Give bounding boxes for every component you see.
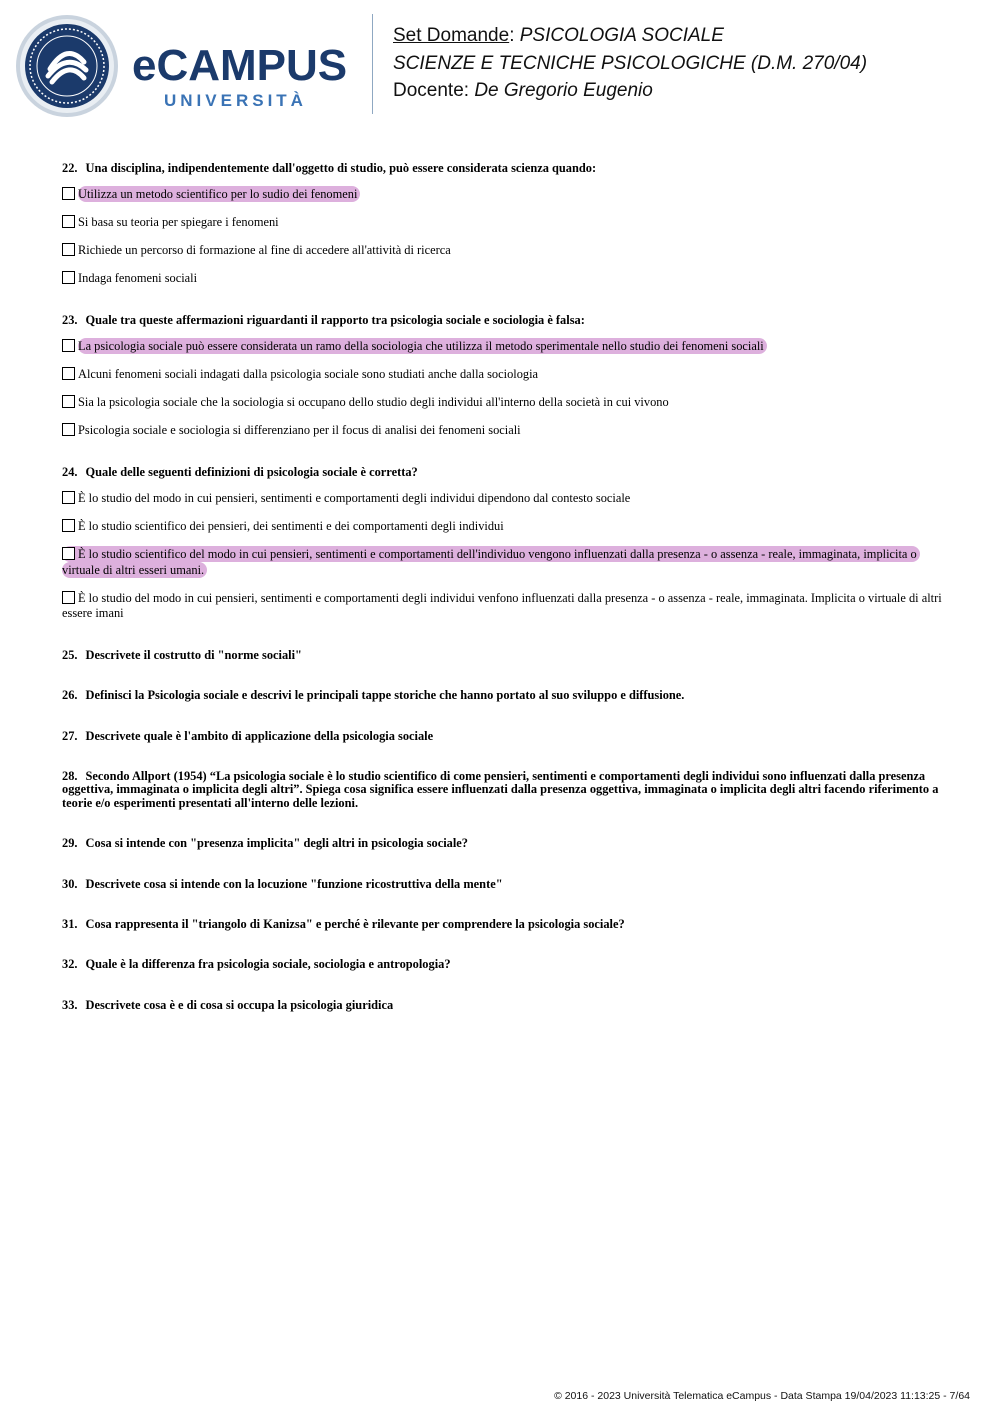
page-footer: © 2016 - 2023 Università Telematica eCampus - Data Stampa 19/04/2023 11:13:25 - 7/64 [554,1390,970,1402]
option-item [62,271,942,287]
checkbox[interactable] [62,187,75,200]
checkbox[interactable] [62,395,75,408]
question-26: 26. Definisci la Psicologia sociale e descrivi le principali tappe storiche che hanno portato al suo sviluppo e diffusione. [62,688,685,703]
highlighted-answer: È lo studio scientifico del modo in cui pensieri, sentimenti e comportamenti dell'individuo vengono influenzati dalla presenza - o assenza - reale, immaginata, implicita o virtuale di altri esseri umani. [62,546,920,578]
logo-brand-text: eCAMPUS [132,41,348,90]
question-list [62,162,942,1039]
option-text: È lo studio scientifico dei pensieri, dei sentimenti e dei comportamenti degli individui [78,519,504,534]
option-item [62,339,942,355]
option-item [62,187,942,203]
logo-sub-text: UNIVERSITÀ [164,91,307,110]
option-text: Richiede un percorso di formazione al fine di accedere all'attività di ricerca [78,243,451,258]
docente-value: De Gregorio Eugenio [474,80,653,101]
checkbox[interactable] [62,519,75,532]
question-32: 32. Quale è la differenza fra psicologia sociale, sociologia e antropologia? [62,957,451,972]
set-line [393,22,867,50]
question-text: 24. Quale delle seguenti definizioni di psicologia sociale è corretta? [62,464,418,479]
option-item [62,243,942,259]
checkbox[interactable] [62,215,75,228]
question-24 [62,466,942,622]
option-item [62,367,942,383]
options [62,339,942,439]
option-text: È lo studio del modo in cui pensieri, sentimenti e comportamenti degli individui dipendono dal contesto sociale [78,491,631,506]
question-text: 23. Quale tra queste affermazioni riguardanti il rapporto tra psicologia sociale e sociologia è falsa: [62,312,585,327]
option-text: Alcuni fenomeni sociali indagati dalla psicologia sociale sono studiati anche dalla sociologia [78,367,539,382]
page-header [0,0,1000,130]
option-item [62,395,942,411]
option-text: È lo studio del modo in cui pensieri, sentimenti e comportamenti degli individui venfono influenzati dalla presenza - o assenza - reale, immaginata. Implicita o virtuale di altri essere imani [62,590,942,621]
option-item [62,547,942,578]
question-31: 31. Cosa rappresenta il "triangolo di Kanizsa" e perché è rilevante per comprendere la psicologia sociale? [62,916,625,931]
question-33: 33. Descrivete cosa è e di cosa si occupa la psicologia giuridica [62,997,394,1012]
question-text: 22. Una disciplina, indipendentemente dall'oggetto di studio, può essere considerata scienza quando: [62,161,597,175]
question-28: 28. Secondo Allport (1954) “La psicologia sociale è lo studio scientifico di come pensieri, sentimenti e comportamenti degli individui sono influenzati dalla presenza oggettiva, immaginata o implicita degli altri”. Spiega cosa significa essere influenzati dalla presenza oggettiva, immaginata o implicita degli altri facendo riferimento a teorie e/o esperimenti presentati all'interno delle lezioni. [62,768,939,810]
option-text: Indaga fenomeni sociali [78,271,198,286]
checkbox[interactable] [62,339,75,352]
university-seal-icon [16,15,118,117]
question-30: 30. Descrivete cosa si intende con la locuzione "funzione ricostruttiva della mente" [62,876,503,891]
checkbox[interactable] [62,491,75,504]
question-29: 29. Cosa si intende con "presenza implicita" degli altri in psicologia sociale? [62,836,468,851]
question-25: 25. Descrivete il costrutto di "norme sociali" [62,647,302,662]
option-item [62,423,942,439]
header-divider [372,14,373,114]
question-27: 27. Descrivete quale è l'ambito di applicazione della psicologia sociale [62,728,434,743]
question-22 [62,162,942,287]
checkbox[interactable] [62,591,75,604]
checkbox[interactable] [62,547,75,560]
option-item [62,215,942,231]
checkbox[interactable] [62,271,75,284]
checkbox[interactable] [62,423,75,436]
option-text: Psicologia sociale e sociologia si differenziano per il focus di analisi dei fenomeni sociali [78,423,521,438]
set-sep: : [509,25,520,46]
docente-line [393,77,867,105]
docente-label: Docente: [393,80,475,101]
highlighted-answer: Utilizza un metodo scientifico per lo sudio dei fenomeni [78,186,360,202]
option-item [62,491,942,507]
set-label: Set Domande [393,25,510,46]
options [62,491,942,622]
options [62,187,942,287]
set-value: PSICOLOGIA SOCIALE [519,25,724,46]
option-text: Sia la psicologia sociale che la sociologia si occupano dello studio degli individui all'interno della società in cui vivono [78,395,669,410]
ecampus-logo [14,14,374,118]
checkbox[interactable] [62,243,75,256]
question-23 [62,314,942,439]
header-info [393,22,867,105]
checkbox[interactable] [62,367,75,380]
course-line: SCIENZE E TECNICHE PSICOLOGICHE (D.M. 270/04) [393,52,868,74]
option-text: Si basa su teoria per spiegare i fenomeni [78,215,279,230]
option-item [62,591,942,622]
highlighted-answer: La psicologia sociale può essere considerata un ramo della sociologia che utilizza il metodo sperimentale nello studio dei fenomeni sociali [78,338,767,354]
option-item [62,519,942,535]
